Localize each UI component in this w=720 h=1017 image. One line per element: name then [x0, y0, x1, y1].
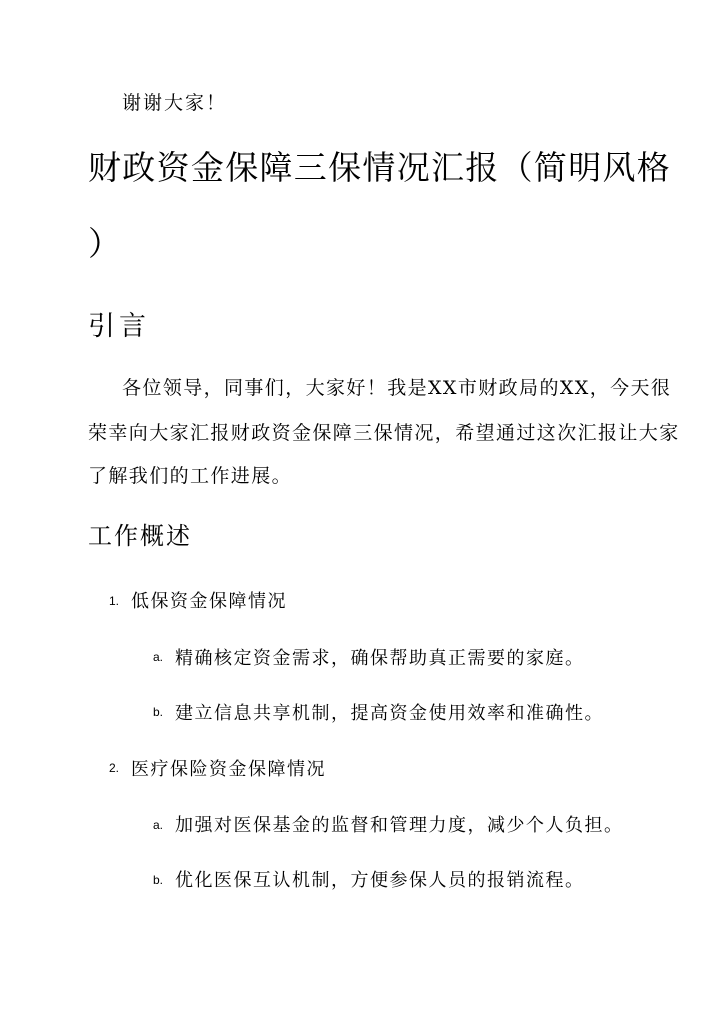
document-title-line-2: ） [88, 224, 121, 263]
sublist-item-text: 建立信息共享机制，提高资金使用效率和准确性。 [175, 703, 604, 724]
intro-paragraph-line: 各位领导，同事们，大家好！我是XX市财政局的XX，今天很 [122, 377, 672, 399]
sublist-item-text: 优化医保互认机制，方便参保人员的报销流程。 [175, 870, 585, 891]
document-title-line-1: 财政资金保障三保情况汇报（简明风格 [88, 148, 672, 187]
sublist-item-marker: a. [153, 818, 164, 832]
closing-remark: 谢谢大家！ [122, 92, 228, 114]
sublist-item-marker: b. [153, 705, 164, 719]
intro-paragraph-line: 了解我们的工作进展。 [88, 465, 293, 487]
section-heading-intro: 引言 [88, 311, 150, 342]
sublist-item-text: 精确核定资金需求，确保帮助真正需要的家庭。 [175, 648, 585, 669]
list-item-text: 医疗保险资金保障情况 [131, 759, 326, 780]
sublist-item-marker: b. [153, 873, 164, 887]
sublist-item-marker: a. [153, 650, 164, 664]
list-item-number: 2. [109, 761, 120, 775]
list-item-text: 低保资金保障情况 [131, 591, 287, 612]
section-heading-overview: 工作概述 [88, 522, 192, 550]
list-item-number: 1. [109, 594, 120, 608]
sublist-item-text: 加强对医保基金的监督和管理力度，减少个人负担。 [175, 815, 624, 836]
intro-paragraph-line: 荣幸向大家汇报财政资金保障三保情况，希望通过这次汇报让大家 [88, 422, 680, 444]
